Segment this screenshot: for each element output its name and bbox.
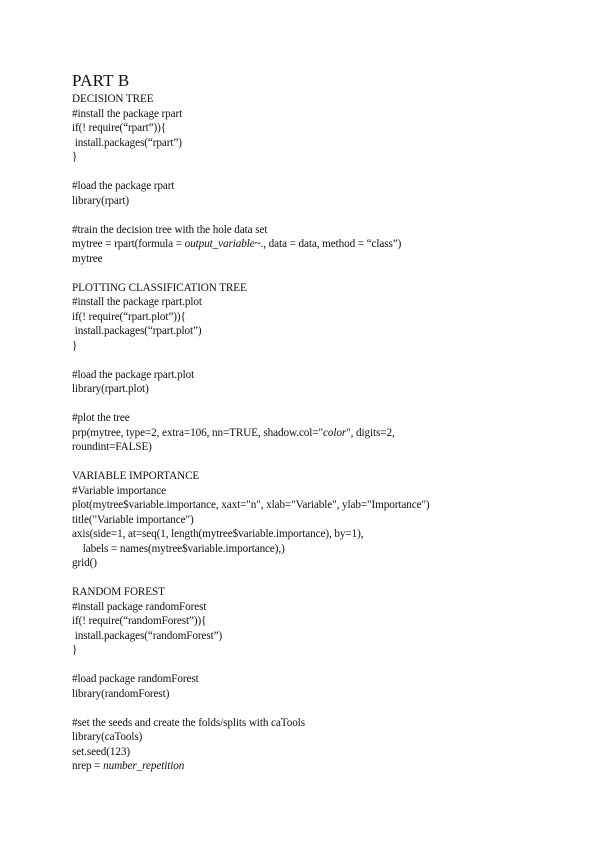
blank-line — [72, 353, 572, 368]
code-line: axis(side=1, at=seq(1, length(mytree$variable.importance), by=1), — [72, 528, 364, 540]
code-line: library(rpart) — [72, 194, 129, 207]
code-comment: #install the package rpart — [72, 107, 183, 120]
blank-line — [72, 701, 572, 716]
code-text: ~., data = data, method = “class”) — [254, 238, 402, 250]
code-comment: #load package randomForest — [72, 673, 199, 685]
code-line: } — [72, 339, 78, 352]
code-comment: #plot the tree — [72, 412, 130, 424]
code-comment: #install package randomForest — [72, 600, 207, 613]
section-heading-decision-tree: DECISION TREE — [72, 93, 154, 105]
code-line: } — [72, 644, 78, 656]
section-heading-plotting-classification-tree: PLOTTING CLASSIFICATION TREE — [72, 281, 247, 294]
code-comment: #load the package rpart — [72, 180, 175, 192]
code-placeholder: number_repetition — [103, 760, 185, 772]
code-comment: #install the package rpart.plot — [72, 296, 202, 308]
document-page — [72, 70, 572, 774]
code-line — [72, 759, 572, 774]
blank-line — [72, 397, 572, 412]
code-line: if(! require(“rpart.plot”)){ — [72, 310, 186, 323]
code-line: set.seed(123) — [72, 745, 131, 758]
code-comment: #set the seeds and create the folds/splits with caTools — [72, 716, 305, 729]
code-line: if(! require(“rpart”)){ — [72, 122, 167, 134]
blank-line — [72, 455, 572, 470]
code-text: ", digits=2, — [346, 426, 395, 439]
code-line — [72, 426, 572, 441]
code-line: install.packages(“rpart”) — [72, 136, 182, 149]
code-comment: #train the decision tree with the hole data set — [72, 223, 268, 236]
blank-line — [72, 165, 572, 180]
code-line: } — [72, 151, 78, 163]
code-placeholder: color — [323, 426, 347, 439]
code-line — [72, 237, 572, 252]
code-placeholder: output_variable — [184, 238, 255, 250]
code-comment: #Variable importance — [72, 484, 166, 497]
section-heading-variable-importance: VARIABLE IMPORTANCE — [72, 470, 200, 482]
code-line: if(! require(“randomForest”)){ — [72, 615, 207, 627]
code-text: mytree = rpart(formula = — [72, 238, 185, 250]
code-line: labels = names(mytree$variable.importance),) — [72, 542, 285, 555]
blank-line — [72, 208, 572, 223]
code-line: library(randomForest) — [72, 687, 170, 700]
blank-line — [72, 571, 572, 586]
code-line: install.packages(“rpart.plot”) — [72, 325, 202, 337]
blank-line — [72, 266, 572, 281]
blank-line — [72, 658, 572, 673]
code-text: prp(mytree, type=2, extra=106, nn=TRUE, shadow.col=" — [72, 426, 323, 439]
code-line: library(rpart.plot) — [72, 383, 149, 395]
code-line: plot(mytree$variable.importance, xaxt="n", xlab="Variable", ylab="Importance") — [72, 499, 430, 511]
code-line: install.packages(“randomForest”) — [72, 629, 223, 642]
code-line: roundint=FALSE) — [72, 441, 152, 453]
section-heading-random-forest: RANDOM FOREST — [72, 586, 165, 598]
code-line: title("Variable importance") — [72, 513, 194, 526]
code-line: grid() — [72, 557, 97, 569]
page-title: PART B — [72, 71, 130, 90]
code-comment: #load the package rpart.plot — [72, 368, 195, 381]
code-line: library(caTools) — [72, 731, 143, 743]
code-line: mytree — [72, 252, 103, 265]
code-text: nrep = — [72, 760, 104, 772]
